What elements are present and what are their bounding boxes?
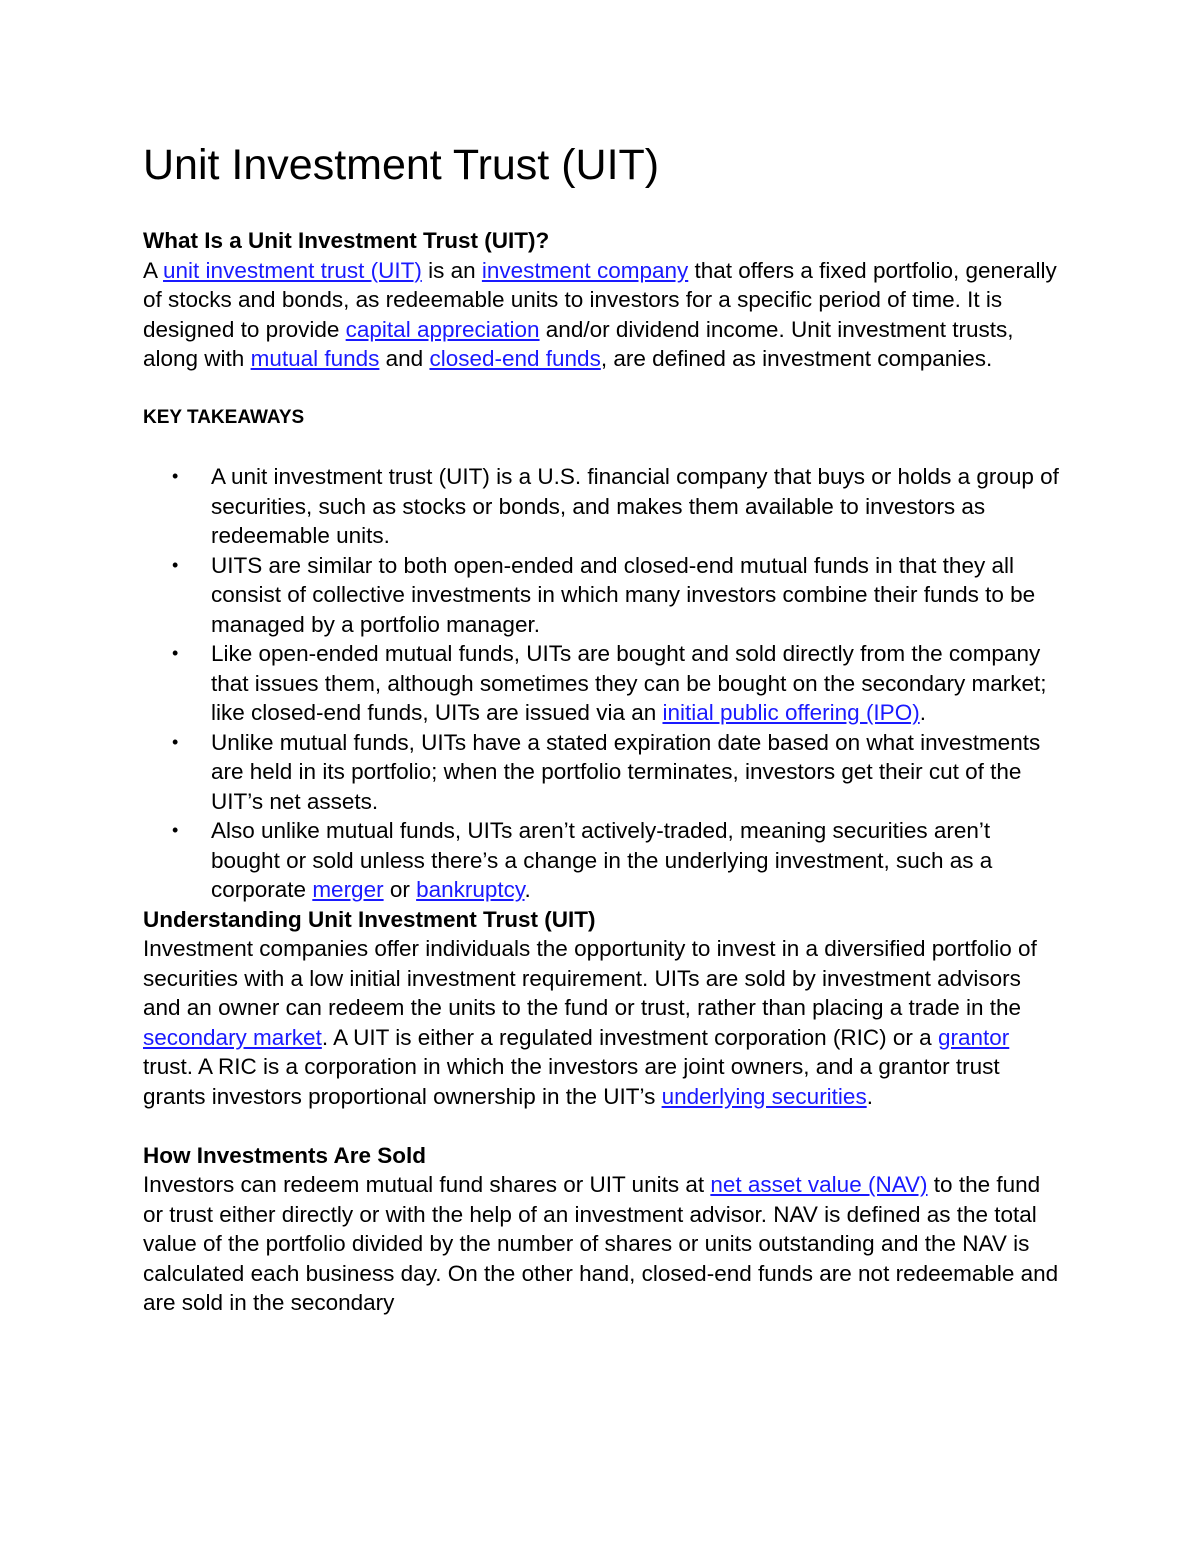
text: Like open-ended mutual funds, UITs are bought and sold directly from the company that issues them, although sometimes they can be bought on the secondary market; like closed-end funds, UITs are issued via an [211, 641, 1047, 725]
paragraph-how-investments-sold [143, 1170, 1063, 1318]
link-mutual-funds[interactable]: mutual funds [250, 346, 380, 371]
spacer [143, 433, 1063, 463]
link-bankruptcy[interactable]: bankruptcy [416, 877, 525, 902]
text: A unit investment trust (UIT) is a U.S. financial company that buys or holds a group of securities, such as stocks or bonds, and makes them available to investors as redeemable units. [211, 464, 1059, 548]
section-heading-how-investments-sold: How Investments Are Sold [143, 1142, 426, 1168]
spacer [143, 374, 1063, 404]
text: , are defined as investment companies. [600, 346, 993, 371]
paragraph-what-is-uit [143, 256, 1063, 374]
link-initial-public-offering[interactable]: initial public offering (IPO) [662, 700, 920, 725]
text: . [524, 877, 531, 902]
spacer [143, 1111, 1063, 1141]
text: trust. A RIC is a corporation in which the investors are joint owners, and a grantor trust grants investors proportional ownership in the UIT’s [143, 1054, 1000, 1109]
text: that offers a fixed portfolio, generally of stocks and bonds, as redeemable units to investors for a specific period of time. It is designed to provide [143, 257, 1057, 342]
bullet-icon: • [172, 820, 179, 840]
section-heading-what-is-uit: What Is a Unit Investment Trust (UIT)? [143, 228, 550, 253]
link-grantor[interactable]: grantor [937, 1024, 1010, 1050]
bullet-icon: • [172, 554, 179, 575]
document-page [143, 138, 1063, 1318]
text: . [866, 1083, 873, 1109]
list-item [143, 551, 1063, 640]
page-title: Unit Investment Trust (UIT) [143, 141, 660, 189]
bullet-icon: • [172, 466, 179, 486]
link-merger[interactable]: merger [312, 877, 384, 902]
link-secondary-market[interactable]: secondary market [143, 1024, 322, 1050]
text: or [383, 877, 417, 902]
link-closed-end-funds[interactable]: closed-end funds [429, 346, 601, 371]
key-takeaways-heading: KEY TAKEAWAYS [143, 407, 305, 428]
text: . A UIT is either a regulated investment corporation (RIC) or a [321, 1024, 938, 1050]
text: and [379, 346, 430, 371]
bullet-icon: • [172, 731, 179, 752]
text: Unlike mutual funds, UITs have a stated expiration date based on what investments are held in its portfolio; when the portfolio terminates, investors get their cut of the UIT’s net assets. [211, 729, 1041, 814]
text: . [919, 700, 926, 725]
link-underlying-securities[interactable]: underlying securities [661, 1083, 867, 1109]
list-item [143, 462, 1063, 551]
bullet-icon: • [172, 643, 179, 663]
key-takeaways-list [143, 462, 1063, 905]
text: is an [421, 257, 482, 283]
link-investment-company[interactable]: investment company [481, 257, 689, 283]
list-item [143, 816, 1063, 905]
text: and/or dividend income. Unit investment trusts, along with [143, 316, 1014, 371]
paragraph-understanding-uit [143, 934, 1063, 1111]
text: Also unlike mutual funds, UITs aren’t actively-traded, meaning securities aren’t bought or sold unless there’s a change in the underlying investment, such as a corporate [211, 818, 993, 902]
text: A [143, 257, 164, 283]
link-unit-investment-trust[interactable]: unit investment trust (UIT) [163, 257, 422, 283]
link-capital-appreciation[interactable]: capital appreciation [345, 316, 540, 342]
link-net-asset-value[interactable]: net asset value (NAV) [710, 1172, 928, 1197]
list-item [143, 639, 1063, 728]
list-item [143, 728, 1063, 817]
text: Investment companies offer individuals the opportunity to invest in a diversified portfolio of securities with a low initial investment requirement. UITs are sold by investment advisors and an owner can redeem the units to the fund or trust, rather than placing a trade in the [143, 936, 1037, 1020]
section-heading-understanding-uit: Understanding Unit Investment Trust (UIT) [143, 906, 596, 932]
text: to the fund or trust either directly or with the help of an investment advisor. NAV is defined as the total value of the portfolio divided by the number of shares or units outstanding and the NAV is calculated each business day. On the other hand, closed-end funds are not redeemable and are sold in the secondary [143, 1172, 1059, 1315]
text: Investors can redeem mutual fund shares or UIT units at [143, 1172, 711, 1197]
text: UITS are similar to both open-ended and closed-end mutual funds in that they all consist of collective investments in which many investors combine their funds to be managed by a portfolio manager. [211, 552, 1036, 637]
